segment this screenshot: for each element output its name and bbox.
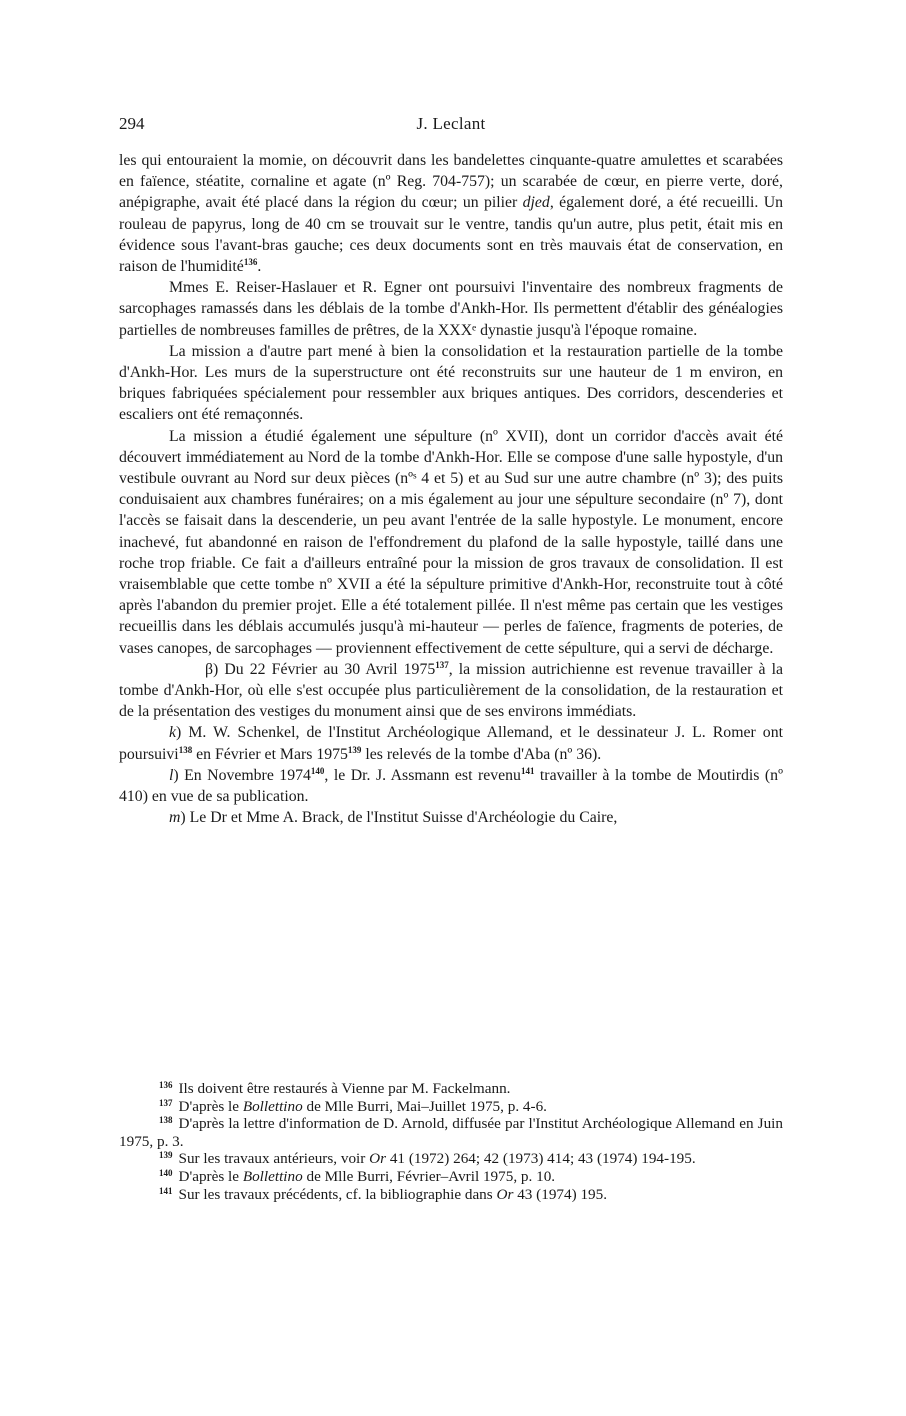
text-run: 43 (1974) 195. (513, 1185, 608, 1203)
footnote-number: 136 (159, 1080, 173, 1090)
italic-text: Or (369, 1150, 387, 1168)
footnote-reference: 141 (520, 765, 535, 776)
footnotes (119, 1080, 783, 1203)
paragraph (119, 807, 783, 828)
paragraph (119, 765, 783, 807)
paragraph (119, 341, 783, 426)
text-run: , également doré, a été recueilli. Un rouleau de papyrus, long de 40 cm se trouvait sur le ventre, tandis qu'un autre, plus petit, était mis en évidence sous l'avant-bras gauche; ces deux documents sont en très mauvais état de conservation, en raison de l'humidité (119, 194, 784, 276)
text-run: D'après le (178, 1097, 243, 1115)
paragraph (119, 150, 783, 277)
text-run: les qui entouraient la momie, on découvrit dans les bandelettes cinquante-quatre amulettes et scarabées en faïence, stéatite, cornaline et agate (nº Reg. 704-757); un scarabée de cœur, en pierre verte, doré, anépigraphe, avait été placé dans la région du cœur; un pilier (119, 152, 783, 212)
footnote (119, 1080, 783, 1098)
text-run: Sur les travaux précédents, cf. la bibliographie dans (178, 1185, 497, 1203)
italic-text: Bollettino (242, 1167, 303, 1185)
text-run: . (257, 258, 262, 276)
footnote-number: 141 (159, 1185, 173, 1196)
text-run: Ils doivent être restaurés à Vienne par M. Fackelmann. (178, 1080, 511, 1097)
italic-text: l (169, 766, 174, 784)
text-run: de Mlle Burri, Mai–Juillet 1975, p. 4-6. (302, 1097, 547, 1115)
footnote-number: 139 (159, 1150, 173, 1161)
italic-text: m (169, 809, 181, 827)
footnote (119, 1150, 783, 1168)
footnote-reference: 137 (435, 659, 449, 670)
text-run: , le Dr. J. Assmann est revenu (324, 766, 521, 784)
text-run: ) M. W. Schenkel, de l'Institut Archéologique Allemand, et le dessinateur J. L. Romer ont poursuivi (119, 724, 783, 763)
footnote-number: 137 (159, 1097, 173, 1108)
footnote (119, 1168, 783, 1186)
running-head: J. Leclant (416, 114, 486, 133)
footnote-number: 138 (159, 1115, 173, 1126)
text-run: D'après la lettre d'information de D. Arnold, diffusée par l'Institut Archéologique Allemand en Juin 1975, p. 3. (119, 1115, 783, 1150)
italic-text: k (169, 724, 177, 742)
page-number: 294 (119, 114, 145, 133)
text-run: les relevés de la tombe d'Aba (nº 36). (361, 745, 602, 763)
paragraph (119, 426, 783, 659)
text-run: β) Du 22 Février au 30 Avril 1975 (205, 660, 436, 678)
text-run: de Mlle Burri, Février–Avril 1975, p. 10. (302, 1167, 556, 1185)
text-run: Sur les travaux antérieurs, voir (178, 1150, 370, 1168)
body-text (119, 150, 783, 829)
footnote-reference: 138 (178, 744, 193, 755)
footnote-reference: 136 (243, 257, 258, 268)
text-run: La mission a d'autre part mené à bien la consolidation et la restauration partielle de la tombe d'Ankh-Hor. Les murs de la superstructure ont été reconstruits sur une hauteur de 1 m environ, en briques fabriquées spécialement pour ressembler aux briques antiques. Des corridors, descenderies et escaliers ont été remaçonnés. (119, 342, 783, 424)
text-run: en Février et Mars 1975 (192, 745, 348, 763)
footnote (119, 1186, 783, 1204)
text-run: travailler à la tombe de Moutirdis (nº 410) en vue de sa publication. (119, 766, 783, 806)
paragraph (119, 277, 783, 341)
page-header (119, 114, 783, 138)
text-run: Mmes E. Reiser-Haslauer et R. Egner ont poursuivi l'inventaire des nombreux fragments de sarcophages ramassés dans les déblais de la tombe d'Ankh-Hor. Ils permettent d'établir des généalogies partielles de nombreuses familles de prêtres, de la XXXᵉ dynastie jusqu'à l'époque romaine. (119, 279, 783, 339)
text-run: D'après le (178, 1167, 243, 1185)
footnote-reference: 140 (310, 765, 325, 776)
italic-text: Bollettino (242, 1097, 303, 1115)
text-run: La mission a étudié également une sépulture (nº XVII), dont un corridor d'accès avait été découvert immédiatement au Nord de la tombe d'Ankh-Hor. Elle se compose d'une salle hypostyle, d'un vestibule ouvrant au Nord sur deux pièces (nºˢ 4 et 5) et au Sud sur une autre chambre (nº 3); des puits conduisaient aux chambres funéraires; on a mis également au jour une sépulture secondaire (nº 7), dont l'accès se faisait dans la descenderie, un peu avant l'entrée de la salle hypostyle. Le monument, encore inachevé, fut abandonné en raison de l'effondrement du plafond de la salle hypostyle, taillé dans une roche trop friable. Ce fait a d'ailleurs entraîné pour la mission de gros travaux de consolidation. Il est vraisemblable que cette tombe nº XVII a été la sépulture primitive d'Ankh-Hor, reconstruite tout à côté après l'abandon du premier projet. Elle a été totalement pillée. Il n'est même pas certain que les vestiges recueillis dans les déblais accumulés jusqu'à mi-hauteur — perles de faïence, fragments de poteries, de vases canopes, de sarcophages — proviennent effectivement de cette sépulture, qui a servi de décharge. (119, 427, 783, 657)
footnote (119, 1115, 783, 1150)
footnote-number: 140 (159, 1167, 173, 1178)
text-run: 41 (1972) 264; 42 (1973) 414; 43 (1974) 194-195. (386, 1150, 696, 1168)
italic-text: Or (496, 1185, 514, 1203)
text-run: ) En Novembre 1974 (173, 766, 311, 784)
text-run: ) Le Dr et Mme A. Brack, de l'Institut Suisse d'Archéologie du Caire, (180, 809, 618, 827)
paragraph (119, 659, 783, 723)
italic-text: djed (522, 194, 550, 212)
text-run: , la mission autrichienne est revenue travailler à la tombe d'Ankh-Hor, où elle s'est occupée plus particulièrement de la consolidation, de la restauration et de la présentation des vestiges du monument ainsi que de ses environs immédiats. (119, 660, 783, 721)
footnote-reference: 139 (347, 744, 362, 755)
paragraph (119, 722, 783, 764)
footnote (119, 1098, 783, 1116)
